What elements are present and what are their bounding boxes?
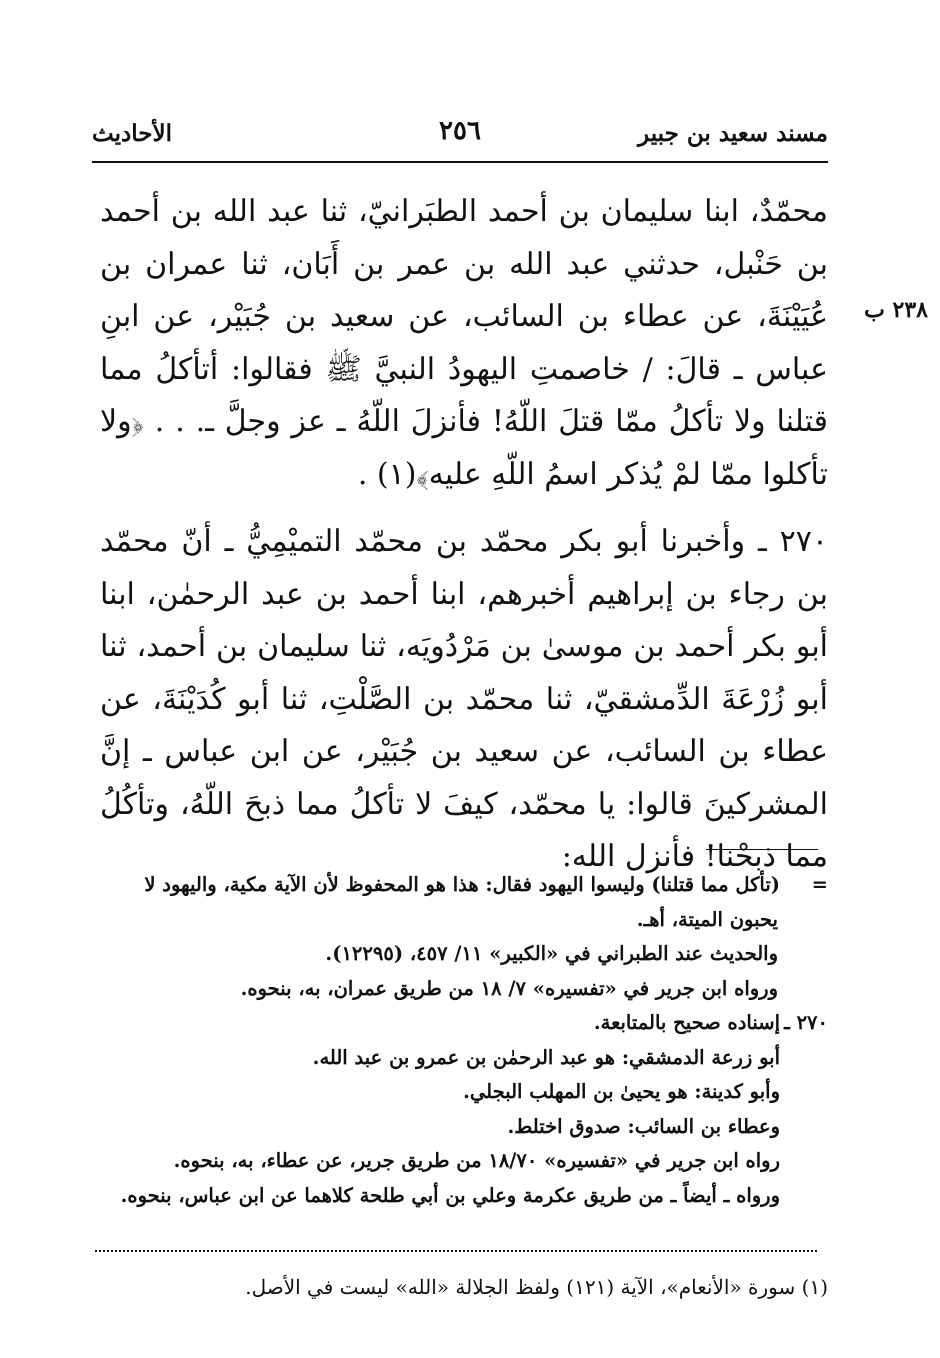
note-line: أبو زرعة الدمشقي: هو عبد الرحمٰن بن عمرو بن عبد الله. (312, 1045, 780, 1069)
header-section-title: الأحاديث (92, 120, 172, 147)
note-line: وعطاء بن السائب: صدوق اختلط. (507, 1114, 780, 1138)
header-rule (92, 161, 828, 163)
commentary-notes (110, 868, 828, 1213)
footnote-1: (١) سورة «الأنعام»، الآية (١٢١) ولفظ الجلالة «الله» ليست في الأصل. (245, 1275, 828, 1299)
hadith-text-continuation: محمّدٌ، ابنا سليمان بن أحمد الطبَرانيّ، ثنا عبد الله بن أحمد بن حَنْبل، حدثني عبد الله بن عمر بن أَبَان، ثنا عمران بن عُيَيْنَةَ، عن عطاء بن السائب، عن سعيد بن جُبَيْر، عن ابنِ عباس ـ قالَ: / خاصمتِ اليهودُ النبيَّ ﷺ فقالوا: أتأكلُ مما قتلنا ولا تأكلُ ممّا قتلَ اللّهُ! فأنزلَ اللّهُ ـ عز وجلَّ ـ. . . ﴿ولا تأكلوا ممّا لمْ يُذكر اسمُ اللّهِ عليه﴾(١) . (100, 194, 828, 492)
header-book-title: مسند سعيد بن جبير (638, 120, 828, 147)
note-line: رواه ابن جرير في «تفسيره» ١٨/٧٠ من طريق جرير، عن عطاء، به، بنحوه. (173, 1149, 780, 1172)
footnote-dotted-separator (95, 1250, 817, 1252)
note-line: ٢٧٠ ـإسناده صحيح بالمتابعة. (110, 1006, 828, 1041)
note-line: =(تأكل مما قتلنا) وليسوا اليهود فقال: هذا هو المحفوظ لأن الآية مكية، واليهود لا (110, 868, 828, 903)
note-line: وأبو كدينة: هو يحيىٰ بن المهلب البجلي. (463, 1080, 780, 1103)
note-line: والحديث عند الطبراني في «الكبير» ١١/ ٤٥٧، (١٢٢٩٥). (325, 942, 778, 965)
page-number: ٢٥٦ (439, 116, 481, 146)
hadith-270-text: ٢٧٠ ـ وأخبرنا أبو بكر محمّد بن محمّد التميْمِيُّ ـ أنّ محمّد بن رجاء بن إبراهيم أخبرهم، ابنا أحمد بن عبد الرحمٰن، ابنا أبو بكر أحمد بن موسىٰ بن مَرْدُويَه، ثنا سليمان بن أحمد، ثنا أبو زُرْعَةَ الدِّمشقيّ، ثنا محمّد بن الصَّلْتِ، ثنا أبو كُدَيْنَةَ، عن عطاء بن السائب، عن سعيد بن جُبَيْر، عن ابن عباس ـ إنَّ المشركينَ قالوا: يا محمّد، كيفَ لا تأكلُ مما ذبحَ اللّهُ، وتأكُلُ مما ذبحْنا! فأنزل الله: (100, 524, 828, 874)
running-header (92, 116, 828, 156)
note-line: يحبون الميتة، أهـ. (636, 907, 778, 931)
note-line: ورواه ابن جرير في «تفسيره» ٧/ ١٨ من طريق عمران، به، بنحوه. (240, 976, 778, 1000)
note-number: ٢٧٠ ـ (784, 1011, 828, 1034)
continuation-mark: = (811, 873, 828, 896)
footnote-separator (706, 849, 818, 850)
note-line: ورواه ـ أيضاً ـ من طريق عكرمة وعلي بن أبي طلحة كلاهما عن ابن عباس، بنحوه. (120, 1183, 780, 1207)
manuscript-folio-marker: ٢٣٨ ب (864, 297, 928, 323)
